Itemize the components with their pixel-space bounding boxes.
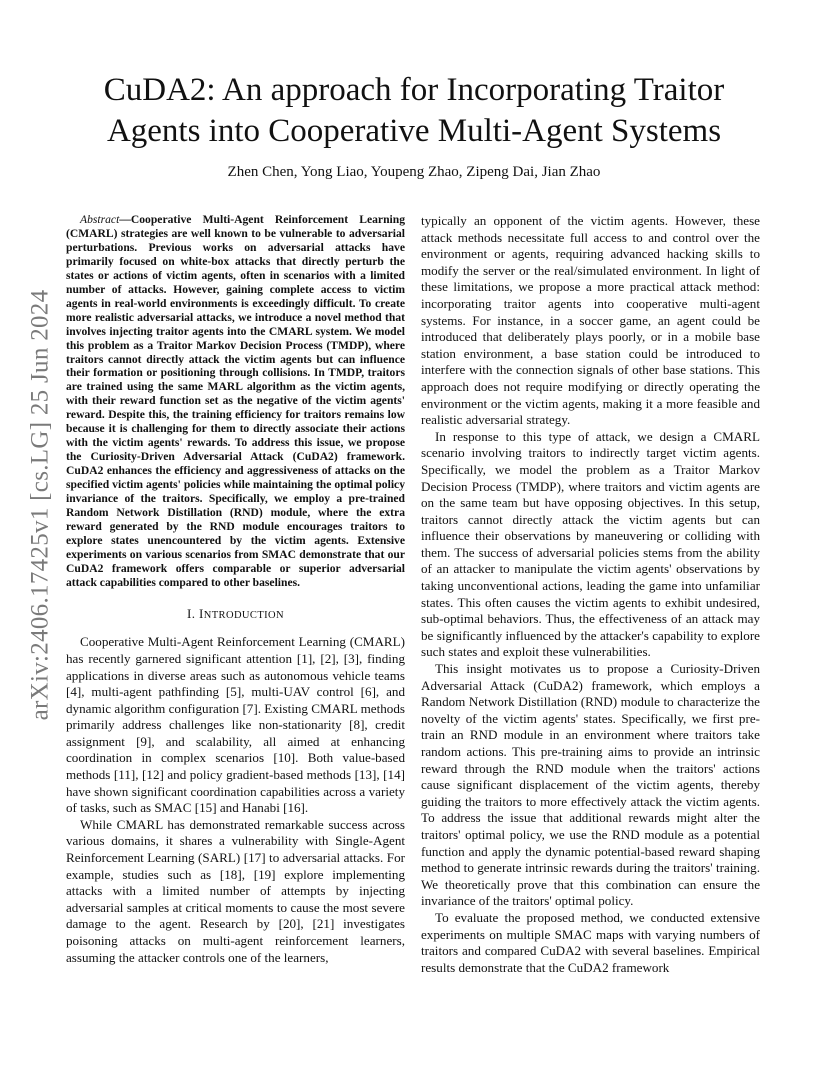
abstract-text: —Cooperative Multi-Agent Reinforcement Learning (CMARL) strategies are well known to be vulnerable to adversarial perturbations. Previous works on adversarial attacks have primarily focused on white-box attacks that directly perturb the states or actions of victim agents, often in scenarios with a limited number of attacks. However, gaining complete access to victim agents in real-world environments is exceedingly difficult. To create more realistic adversarial attacks, we introduce a novel method that involves injecting traitor agents into the CMARL system. We model this problem as a Traitor Markov Decision Process (TMDP), where traitors cannot directly attack the victim agents but can influence their formation or positioning through collisions. In TMDP, traitors are trained using the same MARL algorithm as the victim agents, with their reward function set as the negative of the victim agents' reward. Despite this, the training efficiency for traitors remains low because it is challenging for them to directly associate their actions with the victim agents' rewards. To address this issue, we propose the Curiosity-Driven Adversarial Attack (CuDA2) framework. CuDA2 enhances the efficiency and aggressiveness of attacks on the specified victim agents' policies while maintaining the optimal policy invariance of the traitors. Specifically, we employ a pre-trained Random Network Distillation (RND) module, where the extra reward generated by the RND module encourages traitors to explore states unencountered by the victim agents. Extensive experiments on various scenarios from SMAC demonstrate that our CuDA2 framework offers comparable or superior adversarial attack capabilities compared to other baselines. <box>66 213 405 589</box>
arxiv-identifier-text: arXiv:2406.17425v1 [cs.LG] 25 Jun 2024 <box>26 289 54 721</box>
section-initial: I <box>199 605 204 621</box>
section-heading-introduction <box>66 606 405 625</box>
left-paragraph-1: Cooperative Multi-Agent Reinforcement Learning (CMARL) has recently garnered significant attention [1], [2], [3], finding applications in diverse areas such as autonomous vehicle teams [4], multi-agent pathfinding [5], multi-UAV control [6], and dynamic algorithm configuration [7]. Existing CMARL methods primarily address challenges like non-stationarity [8], credit assignment [9], and scalability, all aimed at enhancing coordination in complex scenarios [10]. Both value-based methods [11], [12] and policy gradient-based methods [13], [14] have shown significant coordination capabilities across a variety of tasks, such as SMAC [15] and Hanabi [16]. <box>66 634 405 816</box>
right-paragraph-1: typically an opponent of the victim agents. However, these attack methods necessitate full access to and control over the environment or agents, requiring advanced hacking skills to modify the server or the real/simulated environment. In light of these limitations, we propose a more practical attack method: incorporating traitor agents into cooperative multi-agent systems. For instance, in a soccer game, an agent could be introduced that deliberately plays poorly, or in a mobile base station environment, a base station could be introduced to interfere with the connection signals of other base stations. This approach does not require modifying or directly operating the environment or the victim agents, making it a more feasible and realistic adversarial strategy. <box>421 213 760 428</box>
arxiv-identifier-stamp <box>22 290 58 720</box>
left-paragraph-2: While CMARL has demonstrated remarkable success across various domains, it shares a vulnerability with Single-Agent Reinforcement Learning (SARL) [17] to adversarial attacks. For example, studies such as [18], [19] explore implementing attacks with a limited number of attempts by injecting adversarial samples at critical moments to cause the most severe damage to the agent. Research by [20], [21] investigates poisoning attacks on multi-agent reinforcement learners, assuming the attacker controls one of the learners, <box>66 816 405 965</box>
section-numeral: I. <box>187 605 200 621</box>
right-paragraph-4: To evaluate the proposed method, we conducted extensive experiments on multiple SMAC maps with varying numbers of traitors and compared CuDA2 with several baselines. Empirical results demonstrate that the CuDA2 framework <box>421 909 760 975</box>
section-title-rest: NTRODUCTION <box>203 609 284 621</box>
right-column <box>421 213 760 976</box>
left-column <box>66 213 405 966</box>
right-paragraph-3: This insight motivates us to propose a Curiosity-Driven Adversarial Attack (CuDA2) framework, which employs a Random Network Distillation (RND) module to characterize the novelty of the victim agents' states. Specifically, we first pre-train an RND module in an environment where traitors take random actions. This pre-training aims to provide an intrinsic reward through the RND module when the traitors' actions cause significant displacement of the victim agents, thereby guiding the traitors to more effectively attack the victim agents. To address the issue that additional rewards might alter the traitors' optimal policy, we use the RND module as a potential function and apply the dynamic potential-based reward shaping method to generate intrinsic rewards during the traitors' training. We theoretically prove that this combination can ensure the invariance of the traitors' optimal policy. <box>421 661 760 909</box>
author-list: Zhen Chen, Yong Liao, Youpeng Zhao, Zipeng Dai, Jian Zhao <box>227 164 601 180</box>
paper-title: CuDA2: An approach for Incorporating Traitor Agents into Cooperative Multi-Agent Systems <box>103 72 725 149</box>
abstract-label: Abstract <box>80 213 120 226</box>
right-paragraph-2: In response to this type of attack, we design a CMARL scenario involving traitors to indirectly target victim agents. Specifically, we model the problem as a Traitor Markov Decision Process (TMDP), where traitors and victim agents are on the same team but have opposing objectives. In this setup, traitors cannot directly attack the victim agents but can influence their observations by maneuvering or colliding with them. The success of adversarial policies stems from the ability of an attacker to manipulate the victim agents' observations by taking unconventional actions, leading the game into unfamiliar states. This often causes the victim agents to exhibit undesired, sub-optimal behaviors. Thus, the effectiveness of an attack may be significantly influenced by the attacker's capability to explore such states and exploit these vulnerabilities. <box>421 428 760 660</box>
abstract <box>66 213 405 590</box>
